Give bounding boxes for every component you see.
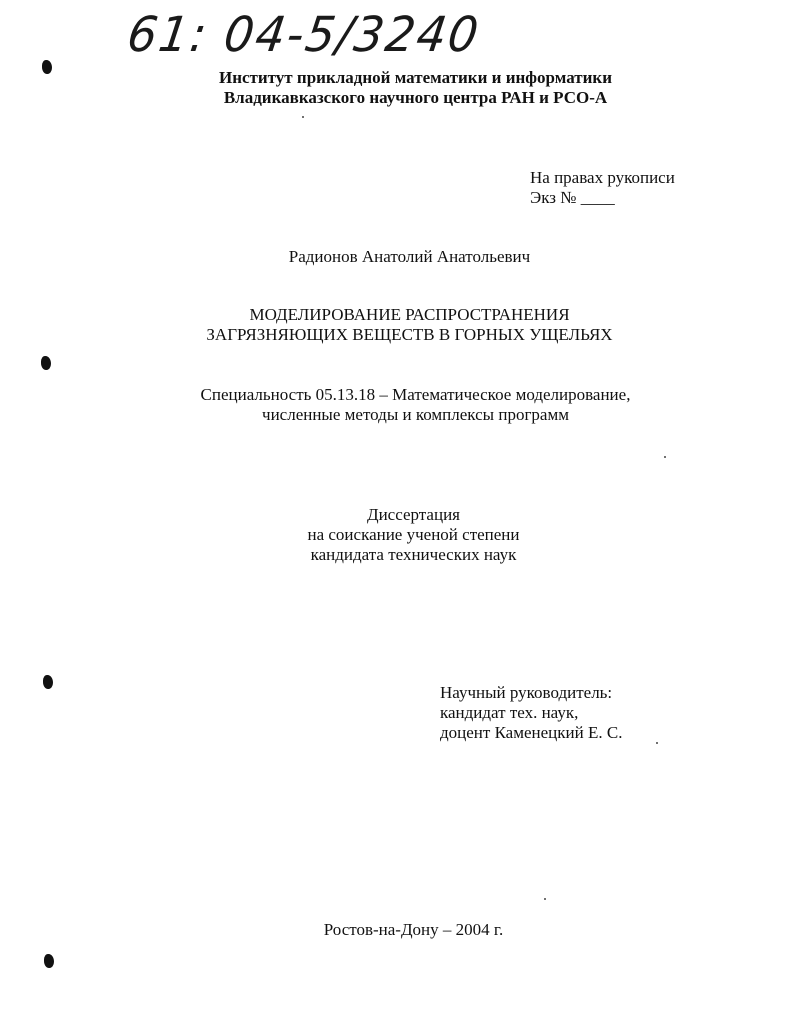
- punch-hole-mark: [41, 356, 51, 370]
- handwritten-archive-code: 61: 04-5/3240: [124, 6, 484, 63]
- scan-speck: [544, 898, 546, 900]
- scan-speck: [664, 456, 666, 458]
- supervisor-label: Научный руководитель:: [440, 683, 613, 702]
- manuscript-rights: [530, 168, 675, 208]
- scientific-supervisor: [440, 683, 622, 743]
- thesis-title-line-1: МОДЕЛИРОВАНИЕ РАСПРОСТРАНЕНИЯ: [249, 305, 570, 324]
- specialty-line-2: численные методы и комплексы программ: [262, 405, 569, 424]
- punch-hole-mark: [42, 60, 52, 74]
- dissertation-label: Диссертация: [366, 505, 460, 524]
- scan-speck: [302, 116, 304, 118]
- institute-affiliation: Владикавказского научного центра РАН и РСО-А: [223, 88, 608, 107]
- supervisor-degree: кандидат тех. наук,: [440, 703, 579, 722]
- thesis-title-line-2: ЗАГРЯЗНЯЮЩИХ ВЕЩЕСТВ В ГОРНЫХ УЩЕЛЬЯХ: [206, 325, 613, 344]
- manuscript-rights-label: На правах рукописи: [530, 168, 675, 187]
- copy-number: Экз № ____: [530, 188, 615, 207]
- degree-name: кандидата технических наук: [310, 545, 517, 564]
- author-name: Радионов Анатолий Анатольевич: [288, 247, 531, 266]
- supervisor-name: доцент Каменецкий Е. С.: [440, 723, 623, 742]
- dissertation-type: [14, 505, 799, 565]
- punch-hole-mark: [43, 675, 53, 689]
- institute-name: Институт прикладной математики и информатики: [218, 68, 613, 87]
- specialty-line-1: Специальность 05.13.18 – Математическое моделирование,: [200, 385, 631, 404]
- specialty: [16, 385, 799, 425]
- institute-header: [16, 68, 799, 108]
- punch-hole-mark: [44, 954, 54, 968]
- degree-purpose: на соискание ученой степени: [307, 525, 520, 544]
- thesis-title: [10, 305, 799, 345]
- city-year: Ростов-на-Дону – 2004 г.: [323, 920, 504, 939]
- scan-speck: [656, 742, 658, 744]
